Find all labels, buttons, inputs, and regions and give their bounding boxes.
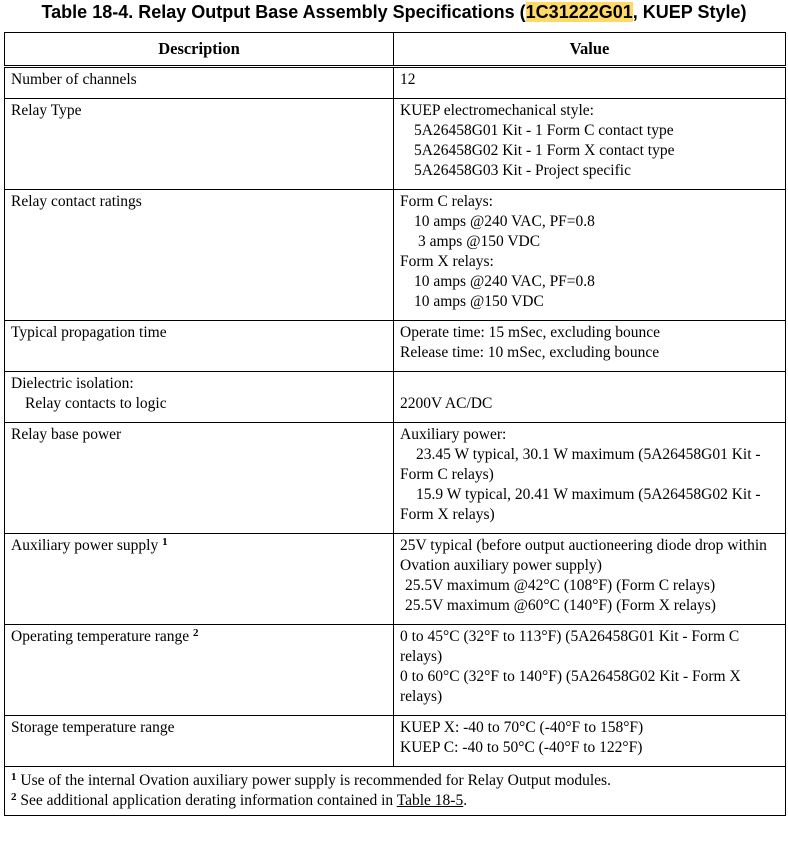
table-row — [5, 372, 786, 423]
value-text: 23.45 W typical, 30.1 W maximum (5A26458G01 Kit - Form C relays) — [400, 446, 765, 483]
table-row — [5, 99, 786, 190]
caption-prefix: Table 18-4. Relay Output Base Assembly Specifications ( — [41, 2, 526, 22]
value-text: Form C relays: — [400, 193, 493, 210]
value-text: 0 to 45°C (32°F to 113°F) (5A26458G01 Kit - Form C relays) — [400, 628, 744, 665]
table-row — [5, 716, 786, 767]
desc-text: Dielectric isolation: — [11, 375, 134, 392]
footnote-mark: 1 — [11, 771, 17, 783]
desc-label: Operating temperature range — [11, 628, 190, 645]
value-cell — [394, 625, 786, 716]
value-cell — [394, 190, 786, 321]
header-row — [5, 33, 786, 67]
desc-cell — [5, 716, 394, 767]
table-row — [5, 67, 786, 99]
value-text: 25V typical (before output auctioneering diode drop within Ovation auxiliary power supply) — [400, 537, 771, 574]
value-text: KUEP electromechanical style: — [400, 102, 594, 119]
desc-cell — [5, 190, 394, 321]
value-text: 25.5V maximum @60°C (140°F) (Form X relays) — [405, 597, 716, 614]
footnote-ref: 2 — [193, 627, 199, 639]
value-cell — [394, 372, 786, 423]
desc-text — [11, 536, 387, 556]
header-description: Description — [5, 33, 394, 67]
value-text: 3 amps @150 VDC — [418, 233, 541, 250]
value-text: 0 to 60°C (32°F to 140°F) (5A26458G02 Kit - Form X relays) — [400, 668, 745, 705]
desc-text — [11, 627, 387, 647]
footnote-tail: . — [463, 792, 468, 809]
value-text: 12 — [400, 71, 416, 88]
caption-highlight: 1C31222G01 — [525, 2, 633, 22]
footnote-row — [5, 767, 786, 816]
footnote-text: Use of the internal Ovation auxiliary power supply is recommended for Relay Output modules. — [16, 772, 611, 789]
desc-text: Storage temperature range — [11, 719, 175, 736]
desc-cell — [5, 625, 394, 716]
footnote-1 — [11, 771, 779, 791]
value-cell — [394, 321, 786, 372]
footnote-2 — [11, 791, 779, 811]
desc-text: Relay Type — [11, 102, 82, 119]
footnote-text: See additional application derating information contained in — [16, 792, 397, 809]
footnotes-cell — [5, 767, 786, 816]
desc-cell — [5, 372, 394, 423]
table-row — [5, 423, 786, 534]
value-text: 10 amps @240 VAC, PF=0.8 — [414, 273, 595, 290]
value-cell — [394, 423, 786, 534]
footnote-mark: 2 — [11, 791, 17, 803]
value-text: Form X relays: — [400, 253, 494, 270]
desc-cell — [5, 321, 394, 372]
desc-label: Auxiliary power supply — [11, 537, 159, 554]
desc-text: Number of channels — [11, 71, 137, 88]
value-text: 15.9 W typical, 20.41 W maximum (5A26458G02 Kit - Form X relays) — [400, 486, 765, 523]
value-text: 25.5V maximum @42°C (108°F) (Form C relays) — [405, 577, 716, 594]
value-text: 5A26458G01 Kit - 1 Form C contact type — [414, 122, 674, 139]
table-row — [5, 190, 786, 321]
desc-text: Relay contact ratings — [11, 193, 142, 210]
desc-text: Relay base power — [11, 426, 122, 443]
value-text: KUEP X: -40 to 70°C (-40°F to 158°F) — [400, 719, 644, 736]
table-row — [5, 534, 786, 625]
table-row — [5, 625, 786, 716]
table-row — [5, 321, 786, 372]
value-text: 10 amps @150 VDC — [414, 293, 544, 310]
desc-cell — [5, 67, 394, 99]
value-cell — [394, 67, 786, 99]
desc-cell — [5, 423, 394, 534]
value-text: 10 amps @240 VAC, PF=0.8 — [414, 213, 595, 230]
desc-cell — [5, 534, 394, 625]
footnote-ref: 1 — [162, 536, 168, 548]
value-text: Release time: 10 mSec, excluding bounce — [400, 344, 660, 361]
value-text: 5A26458G03 Kit - Project specific — [414, 162, 631, 179]
value-cell — [394, 716, 786, 767]
header-value: Value — [394, 33, 786, 67]
desc-text: Relay contacts to logic — [25, 395, 167, 412]
value-text: 5A26458G02 Kit - 1 Form X contact type — [414, 142, 675, 159]
table-caption — [0, 2, 788, 23]
value-text: Operate time: 15 mSec, excluding bounce — [400, 324, 660, 341]
value-cell — [394, 99, 786, 190]
table-18-5-link[interactable]: Table 18-5 — [396, 792, 464, 809]
desc-text: Typical propagation time — [11, 324, 167, 341]
spec-table — [4, 32, 786, 816]
caption-suffix: , KUEP Style) — [632, 2, 747, 22]
value-text: Auxiliary power: — [400, 426, 507, 443]
value-text: KUEP C: -40 to 50°C (-40°F to 122°F) — [400, 739, 643, 756]
desc-cell — [5, 99, 394, 190]
value-cell — [394, 534, 786, 625]
value-text: 2200V AC/DC — [400, 395, 493, 412]
